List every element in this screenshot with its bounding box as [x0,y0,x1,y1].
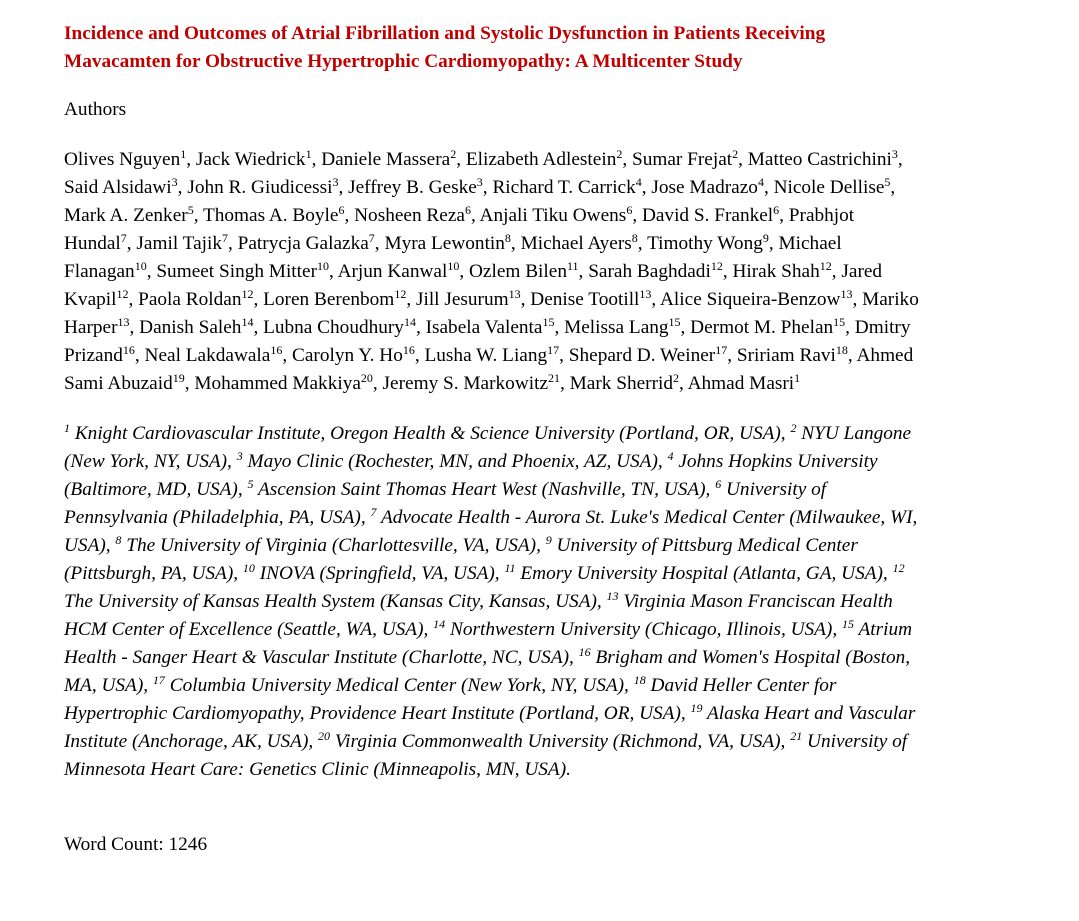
affiliation-superscript: 20 [360,371,373,385]
affiliation-superscript: 7 [222,231,228,245]
affiliation-superscript: 4 [667,449,674,463]
affiliation-superscript: 13 [117,315,130,329]
paper-title [64,20,1024,76]
text-segment: , Jared [831,261,883,282]
text-segment: Institute (Anchorage, AK, USA), [64,731,319,752]
author-line [64,342,1054,370]
text-segment: , [897,149,903,170]
text-segment: , Arjun Kanwal [329,261,448,282]
affiliation-superscript: 9 [762,231,769,245]
text-segment: Virginia Commonwealth University (Richmond, VA, USA), [330,731,791,752]
word-count-value: 1246 [168,834,208,855]
affiliation-superscript: 12 [116,287,129,301]
text-segment: , Michael [768,233,842,254]
affiliation-superscript: 12 [710,259,723,273]
text-segment: , Denise Tootill [520,289,640,310]
text-segment: Emory University Hospital (Atlanta, GA, USA), [515,563,893,584]
affiliation-superscript: 1 [794,371,801,385]
text-segment: , Paola Roldan [128,289,242,310]
text-segment: , Alice Siqueira-Benzow [651,289,841,310]
affiliation-line [64,700,1054,728]
text-segment: , Sumar Frejat [622,149,733,170]
affiliation-superscript: 2 [732,147,739,161]
text-segment: , Prabhjot [779,205,855,226]
affiliation-superscript: 2 [616,147,623,161]
affiliation-line [64,532,1054,560]
affiliation-superscript: 2 [673,371,680,385]
affiliation-superscript: 10 [317,259,329,273]
affiliation-superscript: 5 [247,477,254,491]
affiliation-superscript: 13 [840,287,853,301]
text-segment: (Baltimore, MD, USA), [64,479,248,500]
affiliation-superscript: 5 [884,175,891,189]
text-segment: Hypertrophic Cardiomyopathy, Providence Heart Institute (Portland, OR, USA), [64,703,691,724]
affiliation-superscript: 8 [504,231,511,245]
affiliation-superscript: 9 [545,533,552,547]
affiliation-superscript: 16 [402,343,415,357]
affiliation-superscript: 2 [450,147,457,161]
affiliation-superscript: 17 [547,343,560,357]
text-segment: Kvapil [64,289,117,310]
text-segment: , Carolyn Y. Ho [282,345,403,366]
affiliation-line [64,644,1054,672]
text-segment: Knight Cardiovascular Institute, Oregon Health & Science University (Portland, OR, USA), [70,423,791,444]
affiliation-superscript: 3 [236,449,243,463]
text-segment: , Ahmed [847,345,914,366]
affiliation-superscript: 17 [152,673,165,687]
text-segment: , Dmitry [845,317,911,338]
text-segment: , Melissa Lang [554,317,669,338]
affiliation-superscript: 16 [578,645,591,659]
affiliation-superscript: 14 [241,315,254,329]
text-segment: , Loren Berenbom [253,289,395,310]
author-line [64,202,1054,230]
text-segment: , Richard T. Carrick [482,177,636,198]
affiliation-superscript: 8 [631,231,638,245]
text-segment: Advocate Health - Aurora St. Luke's Medical Center (Milwaukee, WI, [376,507,918,528]
text-segment: University of [802,731,908,752]
affiliation-superscript: 6 [626,203,633,217]
text-segment: , Sarah Baghdadi [578,261,711,282]
affiliation-superscript: 6 [715,477,722,491]
affiliation-line [64,672,1054,700]
author-line [64,370,1054,398]
text-segment: Northwestern University (Chicago, Illinois, USA), [445,619,842,640]
text-segment: , Jeffrey B. Geske [338,177,477,198]
author-line [64,146,1054,174]
affiliation-superscript: 8 [115,533,122,547]
affiliation-superscript: 7 [370,505,377,519]
text-segment: , Ahmad Masri [679,373,795,394]
text-segment: , Neal Lakdawala [134,345,271,366]
text-segment: , Jamil Tajik [126,233,222,254]
author-list [64,146,1054,398]
text-segment: , Daniele Massera [311,149,451,170]
text-segment: , Sumeet Singh Mitter [146,261,317,282]
text-segment: , Jill Jesurum [406,289,509,310]
affiliation-superscript: 13 [606,589,619,603]
affiliation-superscript: 15 [833,315,846,329]
affiliation-superscript: 18 [633,673,646,687]
text-segment: , Elizabeth Adlestein [456,149,617,170]
text-segment: Columbia University Medical Center (New York, NY, USA), [164,675,634,696]
text-segment: , Myra Lewontin [374,233,505,254]
text-segment: , Isabela Valenta [415,317,543,338]
affiliation-superscript: 15 [668,315,681,329]
word-count-label: Word Count: [64,834,164,855]
text-segment: HCM Center of Excellence (Seattle, WA, USA), [64,619,434,640]
affiliation-superscript: 14 [403,315,416,329]
affiliation-superscript: 12 [819,259,832,273]
affiliation-superscript: 12 [241,287,254,301]
text-segment: , Ozlem Bilen [459,261,567,282]
affiliation-superscript: 14 [433,617,446,631]
text-segment: Alaska Heart and Vascular [702,703,916,724]
affiliation-superscript: 12 [394,287,407,301]
author-line [64,230,1054,258]
text-segment: (New York, NY, USA), [64,451,237,472]
affiliation-superscript: 18 [835,343,848,357]
affiliation-superscript: 6 [773,203,780,217]
affiliation-superscript: 20 [318,729,331,743]
affiliation-superscript: 10 [134,259,147,273]
affiliation-line [64,560,1054,588]
text-segment: The University of Virginia (Charlottesville, VA, USA), [121,535,546,556]
text-segment: Olives Nguyen [64,149,181,170]
text-segment: , Thomas A. Boyle [193,205,339,226]
text-segment: , Shepard D. Weiner [559,345,716,366]
affiliation-list [64,420,1054,784]
affiliation-superscript: 15 [842,617,854,631]
text-segment: Health - Sanger Heart & Vascular Institute (Charlotte, NC, USA), [64,647,579,668]
text-segment: , Danish Saleh [129,317,242,338]
text-segment: Harper [64,317,118,338]
author-line [64,174,1054,202]
affiliation-superscript: 17 [715,343,728,357]
text-segment: Ascension Saint Thomas Heart West (Nashville, TN, USA), [253,479,716,500]
authors-heading: Authors [64,99,127,120]
text-segment: , Mark Sherrid [560,373,674,394]
text-segment: NYU Langone [796,423,912,444]
affiliation-superscript: 2 [790,421,797,435]
text-segment: Mark A. Zenker [64,205,188,226]
word-count [64,831,207,859]
text-segment: , Nicole Dellise [763,177,885,198]
affiliation-superscript: 19 [690,701,703,715]
affiliation-line [64,756,1054,784]
text-segment: University of [721,479,827,500]
text-segment: Minnesota Heart Care: Genetics Clinic (Minneapolis, MN, USA). [64,759,571,780]
text-segment: Flanagan [64,261,135,282]
author-line [64,286,1054,314]
affiliation-superscript: 5 [187,203,194,217]
affiliation-line [64,588,1054,616]
affiliation-superscript: 15 [542,315,555,329]
affiliation-superscript: 7 [120,231,127,245]
text-segment: , Timothy Wong [637,233,763,254]
text-segment: , Nosheen Reza [344,205,465,226]
text-segment: Atrium [854,619,913,640]
affiliation-superscript: 21 [790,729,803,743]
affiliation-superscript: 4 [635,175,642,189]
paper-title-line: Mavacamten for Obstructive Hypertrophic Cardiomyopathy: A Multicenter Study [64,51,743,72]
text-segment: , David S. Frankel [632,205,774,226]
affiliation-superscript: 11 [566,259,579,273]
affiliation-superscript: 3 [476,175,483,189]
text-segment: , Matteo Castrichini [738,149,892,170]
text-segment: , Jeremy S. Markowitz [372,373,549,394]
text-segment: , Anjali Tiku Owens [470,205,627,226]
affiliation-line [64,504,1054,532]
paper-title-line: Incidence and Outcomes of Atrial Fibrillation and Systolic Dysfunction in Patients Receiving [64,23,826,44]
text-segment: Pennsylvania (Philadelphia, PA, USA), [64,507,371,528]
affiliation-superscript: 1 [64,421,70,435]
affiliation-superscript: 6 [464,203,471,217]
affiliation-line [64,420,1054,448]
text-segment: MA, USA), [64,675,153,696]
affiliation-superscript: 19 [172,371,185,385]
text-segment: (Pittsburgh, PA, USA), [64,563,243,584]
text-segment: , Mariko [852,289,919,310]
text-segment: , Jose Madrazo [641,177,758,198]
text-segment: , Lubna Choudhury [253,317,404,338]
text-segment: Mayo Clinic (Rochester, MN, and Phoenix, AZ, USA), [242,451,668,472]
text-segment: , Hirak Shah [722,261,820,282]
affiliation-line [64,728,1054,756]
text-segment: , Michael Ayers [510,233,632,254]
affiliation-superscript: 12 [892,561,905,575]
affiliation-superscript: 13 [508,287,521,301]
text-segment: , Jack Wiedrick [186,149,306,170]
affiliation-superscript: 11 [504,561,516,575]
affiliation-superscript: 6 [338,203,345,217]
affiliation-line [64,448,1054,476]
text-segment: , Patrycja Galazka [228,233,369,254]
text-segment: The University of Kansas Health System (Kansas City, Kansas, USA), [64,591,607,612]
affiliation-superscript: 21 [548,371,561,385]
text-segment: Sami Abuzaid [64,373,173,394]
affiliation-superscript: 10 [242,561,255,575]
text-segment: Brigham and Women's Hospital (Boston, [590,647,911,668]
text-segment: USA), [64,535,116,556]
text-segment: , Lusha W. Liang [414,345,548,366]
affiliation-superscript: 13 [639,287,652,301]
text-segment: , Sririam Ravi [727,345,836,366]
text-segment: , [890,177,896,198]
affiliation-line [64,476,1054,504]
text-segment: Virginia Mason Franciscan Health [618,591,893,612]
text-segment: Hundal [64,233,121,254]
text-segment: Johns Hopkins University [673,451,878,472]
affiliation-superscript: 10 [447,259,460,273]
affiliation-superscript: 3 [332,175,339,189]
text-segment: INOVA (Springfield, VA, USA), [254,563,505,584]
affiliation-superscript: 1 [180,147,187,161]
text-segment: Said Alsidawi [64,177,172,198]
text-segment: , John R. Giudicessi [177,177,333,198]
affiliation-superscript: 16 [270,343,283,357]
affiliation-superscript: 16 [122,343,135,357]
author-line [64,258,1054,286]
affiliation-line [64,616,1054,644]
author-line [64,314,1054,342]
text-segment: Prizand [64,345,123,366]
affiliation-superscript: 7 [368,231,375,245]
text-segment: University of Pittsburg Medical Center [551,535,858,556]
affiliation-superscript: 4 [757,175,764,189]
text-segment: , Mohammed Makkiya [184,373,361,394]
text-segment: , Dermot M. Phelan [680,317,834,338]
text-segment: David Heller Center for [645,675,837,696]
affiliation-superscript: 1 [305,147,312,161]
affiliation-superscript: 3 [891,147,898,161]
affiliation-superscript: 3 [171,175,178,189]
